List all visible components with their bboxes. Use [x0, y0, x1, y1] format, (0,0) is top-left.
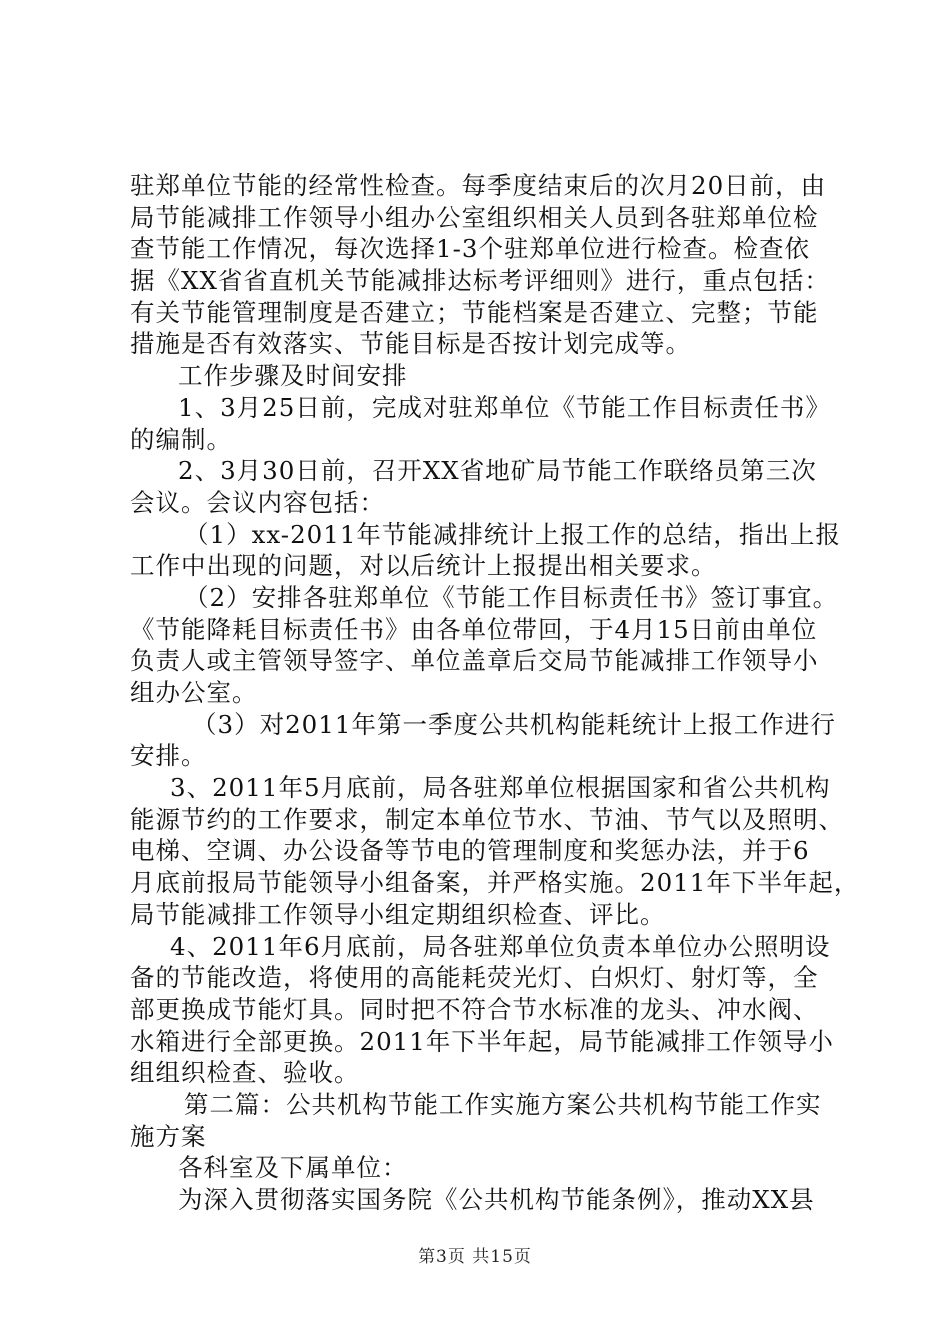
text-line: 电梯、空调、办公设备等节电的管理制度和奖惩办法，并于6: [130, 836, 810, 866]
salutation: 各科室及下属单位：: [178, 1153, 408, 1183]
text-line: 有关节能管理制度是否建立；节能档案是否建立、完整；节能: [130, 297, 819, 327]
chapter-heading-continued: 施方案: [130, 1121, 207, 1151]
text-line: （2）安排各驻郑单位《节能工作目标责任书》签订事宜。: [184, 582, 839, 612]
chapter-heading: 第二篇：公共机构节能工作实施方案公共机构节能工作实: [184, 1089, 822, 1119]
text-line: 部更换成节能灯具。同时把不符合节水标准的龙头、冲水阀、: [130, 994, 819, 1024]
text-line: 查节能工作情况，每次选择1-3个驻郑单位进行检查。检查依: [130, 234, 810, 264]
text-line: 4、2011年6月底前，局各驻郑单位负责本单位办公照明设: [170, 931, 831, 961]
text-line: （3）对2011年第一季度公共机构能耗统计上报工作进行: [192, 709, 836, 739]
document-body: [130, 170, 860, 1216]
text-line: （1）xx-2011年节能减排统计上报工作的总结，指出上报: [184, 519, 841, 549]
text-line: 会议。会议内容包括：: [130, 487, 385, 517]
text-line: 1、3月25日前，完成对驻郑单位《节能工作目标责任书》: [178, 392, 831, 422]
text-line: 工作中出现的问题，对以后统计上报提出相关要求。: [130, 551, 717, 581]
text-line: 安排。: [130, 741, 207, 771]
text-line: 月底前报局节能领导小组备案，并严格实施。2011年下半年起，: [130, 868, 860, 898]
section-heading: 工作步骤及时间安排: [178, 361, 408, 391]
text-line: 组办公室。: [130, 678, 258, 707]
text-line: 能源节约的工作要求，制定本单位节水、节油、节气以及照明、: [130, 804, 844, 834]
text-line: 2、3月30日前，召开XX省地矿局节能工作联络员第三次: [178, 456, 817, 486]
text-line: 备的节能改造，将使用的高能耗荧光灯、白炽灯、射灯等，全: [130, 963, 819, 993]
page-footer: 第3页 共15页: [418, 1247, 532, 1267]
text-line: 局节能减排工作领导小组定期组织检查、评比。: [130, 899, 666, 929]
text-line: 《节能降耗目标责任书》由各单位带回，于4月15日前由单位: [130, 614, 818, 644]
text-line: 据《XX省省直机关节能减排达标考评细则》进行，重点包括：: [130, 266, 830, 296]
text-line: 为深入贯彻落实国务院《公共机构节能条例》，推动XX县: [178, 1185, 815, 1214]
text-line: 水箱进行全部更换。2011年下半年起，局节能减排工作领导小: [130, 1026, 834, 1056]
text-line: 组组织检查、验收。: [130, 1058, 360, 1088]
text-line: 驻郑单位节能的经常性检查。每季度结束后的次月20日前，由: [130, 171, 827, 200]
text-line: 的编制。: [130, 424, 232, 454]
text-line: 局节能减排工作领导小组办公室组织相关人员到各驻郑单位检: [130, 202, 819, 232]
text-line: 3、2011年5月底前，局各驻郑单位根据国家和省公共机构: [170, 773, 831, 803]
text-line: 措施是否有效落实、节能目标是否按计划完成等。: [130, 329, 691, 359]
text-line: 负责人或主管领导签字、单位盖章后交局节能减排工作领导小: [130, 646, 819, 676]
